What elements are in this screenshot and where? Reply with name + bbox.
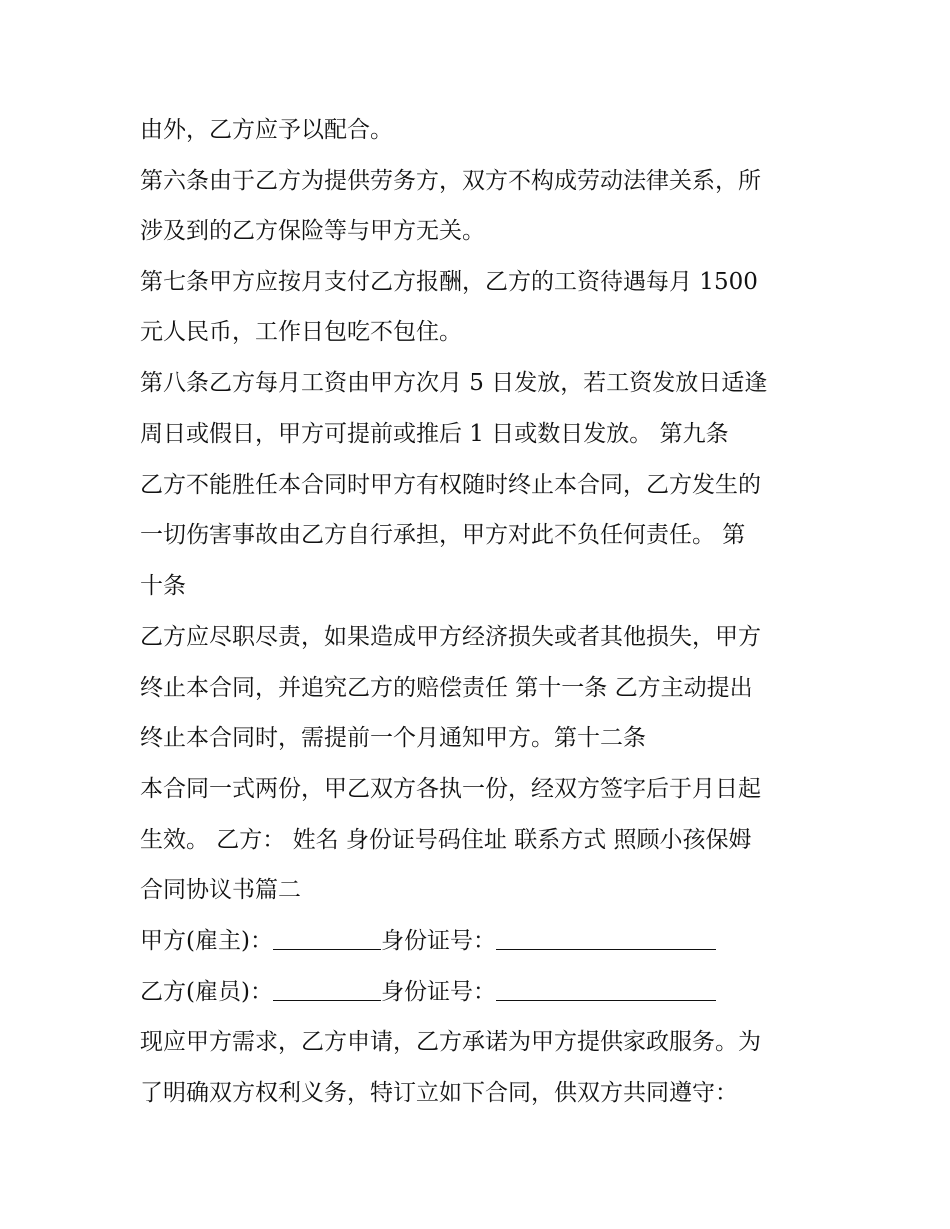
party-a-label: 甲方(雇主)： xyxy=(140,928,273,954)
text-line: 乙方不能胜任本合同时甲方有权随时终止本合同，乙方发生的 xyxy=(140,472,761,498)
text-line: 终止本合同，并追究乙方的赔偿责任 第十一条 乙方主动提出 xyxy=(140,675,753,701)
text-line: 元人民币，工作日包吃不包住。 xyxy=(140,319,462,345)
text-line: 第七条甲方应按月支付乙方报酬，乙方的工资待遇每月 1500 xyxy=(140,269,758,295)
party-b-label: 乙方(雇员)： xyxy=(140,979,273,1005)
party-b-id-label: 身份证号： xyxy=(380,979,496,1005)
text-line: 一切伤害事故由乙方自行承担，甲方对此不负任何责任。 第 xyxy=(140,522,746,548)
text-line: 十条 xyxy=(140,573,186,599)
text-line: 生效。 乙方： 姓名 身份证号码住址 联系方式 照顾小孩保姆 xyxy=(140,827,752,853)
party-a-name-blank xyxy=(273,927,381,950)
text-line: 周日或假日，甲方可提前或推后 1 日或数日发放。 第九条 xyxy=(140,421,729,447)
party-a-id-label: 身份证号： xyxy=(380,928,496,954)
text-line: 乙方应尽职尽责，如果造成甲方经济损失或者其他损失，甲方 xyxy=(140,624,761,650)
text-line: 涉及到的乙方保险等与甲方无关。 xyxy=(140,218,485,244)
party-a-field xyxy=(140,924,716,958)
text-line: 第六条由于乙方为提供劳务方，双方不构成劳动法律关系，所 xyxy=(140,168,761,194)
section-heading: 合同协议书篇二 xyxy=(140,877,301,903)
party-b-field xyxy=(140,975,716,1009)
party-a-id-blank xyxy=(496,927,716,950)
party-b-name-blank xyxy=(273,978,381,1001)
text-line: 现应甲方需求，乙方申请，乙方承诺为甲方提供家政服务。为 xyxy=(140,1029,761,1055)
text-line: 了明确双方权利义务，特订立如下合同，供双方共同遵守： xyxy=(140,1080,738,1106)
text-line: 由外，乙方应予以配合。 xyxy=(140,117,393,143)
text-line: 终止本合同时，需提前一个月通知甲方。第十二条 xyxy=(140,725,646,751)
party-b-id-blank xyxy=(496,978,716,1001)
text-line: 本合同一式两份，甲乙双方各执一份，经双方签字后于月日起 xyxy=(140,776,761,802)
text-line: 第八条乙方每月工资由甲方次月 5 日发放，若工资发放日适逢 xyxy=(140,370,768,396)
